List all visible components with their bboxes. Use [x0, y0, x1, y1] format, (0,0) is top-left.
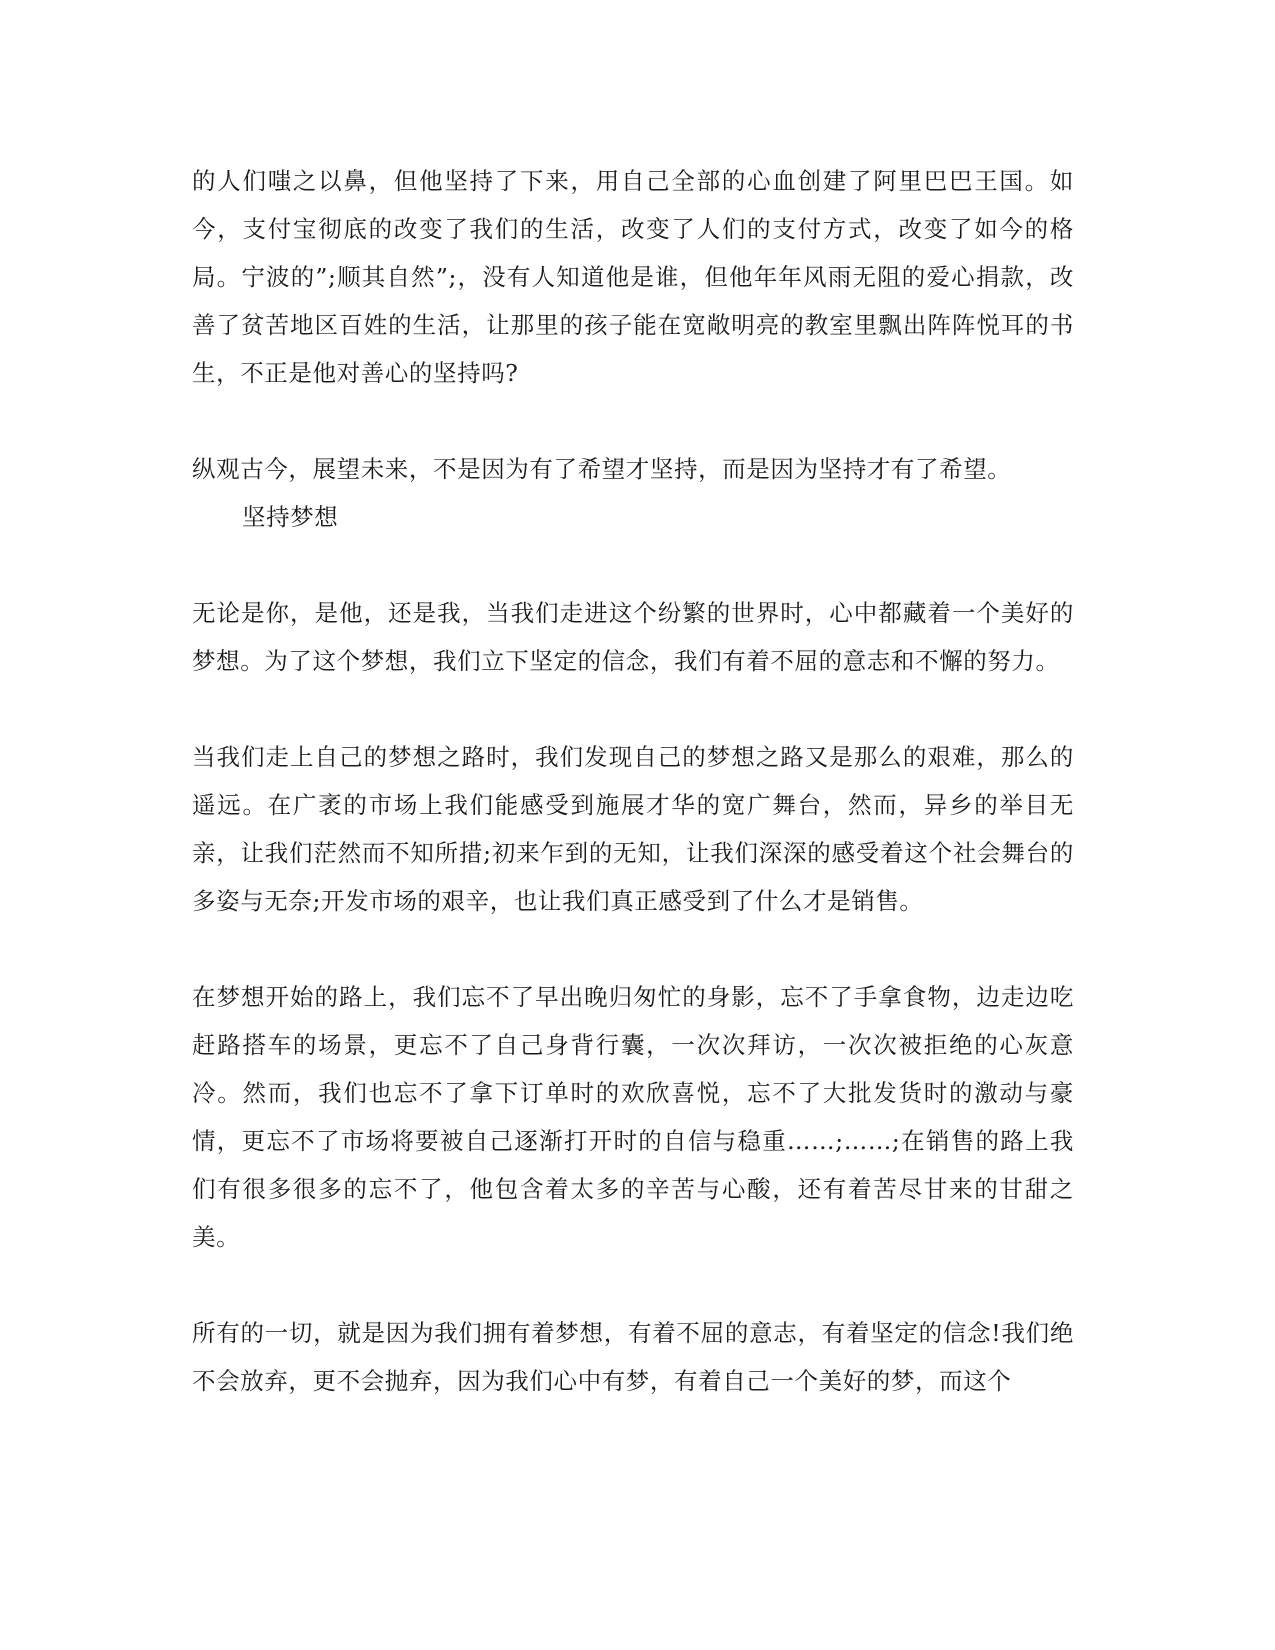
paragraph-never-give-up: 所有的一切，就是因为我们拥有着梦想，有着不屈的意志，有着坚定的信念!我们绝不会放弃，更不会抛弃，因为我们心中有梦，有着自己一个美好的梦，而这个 — [192, 1319, 1074, 1395]
paragraph-gap — [192, 1261, 1074, 1309]
paragraph-gap — [192, 925, 1074, 973]
document-body — [192, 157, 1074, 1405]
paragraph-dream-intro: 无论是你，是他，还是我，当我们走进这个纷繁的世界时，心中都藏着一个美好的梦想。为了这个梦想，我们立下坚定的信念，我们有着不屈的意志和不懈的努力。 — [192, 599, 1074, 675]
section-heading: 坚持梦想 — [242, 503, 339, 531]
paragraph-gap — [192, 397, 1074, 445]
paragraph-dream-road: 当我们走上自己的梦想之路时，我们发现自己的梦想之路又是那么的艰难，那么的遥远。在广袤的市场上我们能感受到施展才华的宽广舞台，然而，异乡的举目无亲，让我们茫然而不知所措;初来乍到的无知，让我们深深的感受着这个社会舞台的多姿与无奈;开发市场的艰辛，也让我们真正感受到了什么才是销售。 — [192, 743, 1074, 915]
paragraph-gap — [192, 685, 1074, 733]
paragraph-conclusion: 纵观古今，展望未来，不是因为有了希望才坚持，而是因为坚持才有了希望。 — [192, 455, 1012, 483]
paragraph-gap — [192, 541, 1074, 589]
paragraph-sales-memories: 在梦想开始的路上，我们忘不了早出晚归匆忙的身影，忘不了手拿食物，边走边吃赶路搭车的场景，更忘不了自己身背行囊，一次次拜访，一次次被拒绝的心灰意冷。然而，我们也忘不了拿下订单时的欢欣喜悦，忘不了大批发货时的激动与豪情，更忘不了市场将要被自己逐渐打开时的自信与稳重……;……;在销售的路上我们有很多很多的忘不了，他包含着太多的辛苦与心酸，还有着苦尽甘来的甘甜之美。 — [192, 983, 1074, 1251]
paragraph-alibaba-and-donor: 的人们嗤之以鼻，但他坚持了下来，用自己全部的心血创建了阿里巴巴王国。如今，支付宝彻底的改变了我们的生活，改变了人们的支付方式，改变了如今的格局。宁波的”;顺其自然”;，没有人知道他是谁，但他年年风雨无阻的爱心捐款，改善了贫苦地区百姓的生活，让那里的孩子能在宽敞明亮的教室里飘出阵阵悦耳的书生，不正是他对善心的坚持吗? — [192, 167, 1074, 387]
